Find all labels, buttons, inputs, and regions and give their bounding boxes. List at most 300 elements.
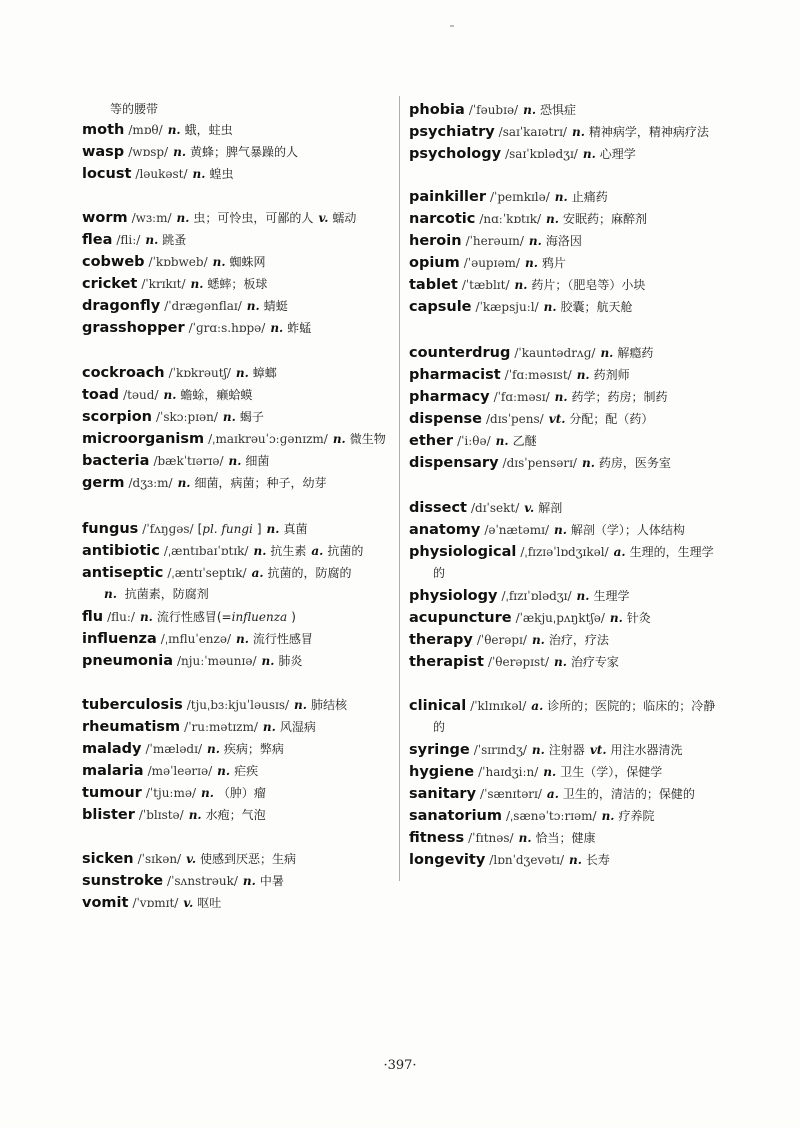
pos-label: n. bbox=[531, 743, 545, 757]
definition: 蟋蟀；板球 bbox=[207, 277, 268, 291]
entry-flu bbox=[82, 605, 296, 627]
pos-label: a. bbox=[531, 699, 544, 713]
entry-worm bbox=[82, 206, 356, 228]
headword: malady bbox=[82, 741, 142, 757]
pos-label: n. bbox=[569, 853, 582, 867]
pos-label: n. bbox=[176, 211, 190, 225]
definition: 疾病；弊病 bbox=[223, 742, 284, 756]
definition: 药学；药房；制药 bbox=[571, 390, 668, 404]
pos-label: n. bbox=[571, 125, 585, 139]
entry-sanatorium bbox=[409, 804, 654, 826]
pos-label: n. bbox=[543, 300, 557, 314]
pos-label: n. bbox=[266, 522, 280, 536]
entry-counterdrug bbox=[409, 341, 653, 363]
pronunciation: /ˈkæpsjuːl/ bbox=[475, 300, 539, 314]
definition: 治疗专家 bbox=[570, 655, 619, 669]
headword: dispensary bbox=[409, 455, 499, 471]
entry-vomit bbox=[82, 891, 221, 913]
pos-label: n. bbox=[236, 632, 249, 646]
entry-flea bbox=[82, 228, 186, 250]
entry-antiseptic bbox=[82, 561, 352, 583]
pos-label: n. bbox=[524, 256, 538, 270]
pos-label: n. bbox=[294, 698, 307, 712]
entry-psychology bbox=[409, 142, 636, 164]
pos-label: a. bbox=[311, 544, 324, 558]
headword: physiological bbox=[409, 544, 517, 560]
definition: 胶囊；航天舱 bbox=[560, 300, 633, 314]
entry-phobia bbox=[409, 98, 576, 120]
entry-anatomy bbox=[409, 518, 685, 540]
pos-label: n. bbox=[104, 587, 117, 601]
entry-pneumonia bbox=[82, 649, 302, 671]
pos-label: n. bbox=[531, 633, 545, 647]
pronunciation: /wɜːm/ bbox=[131, 211, 172, 225]
headword: pharmacist bbox=[409, 367, 501, 383]
pronunciation: /dɪsˈpensərɪ/ bbox=[502, 456, 577, 470]
entry-physiological bbox=[409, 540, 714, 562]
pronunciation: /ˌmaɪkrəuˈɔːɡənɪzm/ bbox=[208, 432, 328, 446]
headword: syringe bbox=[409, 742, 470, 758]
pronunciation: /dɪsˈpens/ bbox=[485, 412, 544, 426]
definition: 解剖（学）；人体结构 bbox=[570, 523, 685, 537]
pronunciation: /ˈvɒmɪt/ bbox=[132, 896, 179, 910]
pos-label: n. bbox=[222, 410, 236, 424]
pos-label: n. bbox=[235, 366, 249, 380]
pronunciation: /ˈdræɡənflaɪ/ bbox=[164, 299, 242, 313]
definition: 流行性感冒(= bbox=[156, 610, 232, 624]
entry-microorganism bbox=[82, 427, 386, 449]
entry-malaria bbox=[82, 759, 258, 781]
pronunciation: /mɒθ/ bbox=[128, 123, 163, 137]
entry-locust bbox=[82, 162, 233, 184]
pos-label: n. bbox=[163, 388, 177, 402]
entry-sicken bbox=[82, 847, 296, 869]
pos-label: n. bbox=[270, 321, 284, 335]
entry-therapist bbox=[409, 650, 619, 672]
pos-label: n. bbox=[601, 809, 615, 823]
headword: dragonfly bbox=[82, 298, 161, 314]
pronunciation: /ˈpeɪnkɪlə/ bbox=[490, 190, 550, 204]
pronunciation: /ˈklɪnɪkəl/ bbox=[470, 699, 527, 713]
entry-cobweb bbox=[82, 250, 266, 272]
pos-label: n. bbox=[188, 808, 202, 822]
definition: 细菌，病菌；种子，幼芽 bbox=[194, 476, 327, 490]
pos-label: n. bbox=[262, 720, 276, 734]
headword: sanatorium bbox=[409, 808, 502, 824]
pronunciation: /nɑːˈkɒtɪk/ bbox=[479, 212, 542, 226]
entry-acupuncture bbox=[409, 606, 651, 628]
entry-opium bbox=[409, 251, 566, 273]
entry-moth bbox=[82, 118, 233, 140]
pronunciation: /fliː/ bbox=[116, 233, 141, 247]
headword: tablet bbox=[409, 277, 458, 293]
entry-pharmacy bbox=[409, 385, 668, 407]
pos-label: n. bbox=[253, 544, 267, 558]
headword: toad bbox=[82, 387, 120, 403]
pronunciation: /ˌsænəˈtɔːrɪəm/ bbox=[505, 809, 597, 823]
pos-label: n. bbox=[145, 233, 159, 247]
definition: 心理学 bbox=[599, 147, 636, 161]
pronunciation: /lɒnˈdʒevətɪ/ bbox=[489, 853, 565, 867]
entry-sunstroke bbox=[82, 869, 284, 891]
definition: 解剖 bbox=[538, 501, 563, 515]
headword: scorpion bbox=[82, 409, 152, 425]
entry-fitness bbox=[409, 826, 596, 848]
definition: （肿）瘤 bbox=[217, 786, 266, 800]
entry-longevity bbox=[409, 848, 610, 870]
pronunciation: /ˈfɪtnəs/ bbox=[468, 831, 514, 845]
pos-label: vt. bbox=[589, 743, 607, 757]
definition: 卫生的，清洁的；保健的 bbox=[562, 787, 695, 801]
headword: physiology bbox=[409, 588, 498, 604]
italic-note: pl. fungi bbox=[202, 522, 253, 536]
headword: anatomy bbox=[409, 522, 481, 538]
pronunciation: /ˌæntɪˈseptɪk/ bbox=[167, 566, 247, 580]
pronunciation: /njuːˈməunɪə/ bbox=[177, 654, 257, 668]
definition: 蛾，蛀虫 bbox=[184, 123, 233, 137]
entry-blister bbox=[82, 803, 266, 825]
pronunciation: /ˈskɔːpɪən/ bbox=[155, 410, 218, 424]
definition: 药片；（肥皂等）小块 bbox=[531, 278, 646, 292]
pos-label: n. bbox=[177, 476, 191, 490]
definition: 呕吐 bbox=[197, 896, 222, 910]
headword: wasp bbox=[82, 144, 125, 160]
column-divider bbox=[399, 96, 400, 881]
entry-psychiatry bbox=[409, 120, 709, 142]
pronunciation: /ˌfɪzɪˈɒlədʒɪ/ bbox=[501, 589, 572, 603]
pronunciation: /tjuˌbɜːkjuˈləusɪs/ bbox=[186, 698, 290, 712]
entry-dissect bbox=[409, 496, 562, 518]
definition: 疗养院 bbox=[618, 809, 655, 823]
definition: 恐惧症 bbox=[540, 103, 577, 117]
pronunciation: /ˈfɑːməsɪ/ bbox=[493, 390, 550, 404]
definition: 蠕动 bbox=[332, 211, 357, 225]
pronunciation: /saɪˈkɒlədʒɪ/ bbox=[505, 147, 578, 161]
pos-label: n. bbox=[190, 277, 204, 291]
headword: phobia bbox=[409, 102, 465, 118]
definition: 止痛药 bbox=[571, 190, 608, 204]
pos-label: n. bbox=[261, 654, 275, 668]
pronunciation: /ˈsɪkən/ bbox=[137, 852, 182, 866]
headword: rheumatism bbox=[82, 719, 181, 735]
definition: 抗菌的 bbox=[327, 544, 364, 558]
headword: grasshopper bbox=[82, 320, 185, 336]
clinical-continuation: 的 bbox=[433, 720, 446, 734]
definition: 风湿病 bbox=[279, 720, 316, 734]
definition: 黄蜂；脾气暴躁的人 bbox=[190, 145, 299, 159]
headword: acupuncture bbox=[409, 610, 512, 626]
definition: 针灸 bbox=[626, 611, 651, 625]
pos-label: n. bbox=[139, 610, 153, 624]
pos-label: n. bbox=[528, 234, 542, 248]
pos-label: n. bbox=[495, 434, 509, 448]
entry-fungus bbox=[82, 517, 307, 539]
pos-label: n. bbox=[543, 765, 557, 779]
definition: 安眠药；麻醉剂 bbox=[562, 212, 647, 226]
pos-label: n. bbox=[192, 167, 206, 181]
headword: sicken bbox=[82, 851, 134, 867]
headword: dissect bbox=[409, 500, 467, 516]
definition: 肺炎 bbox=[278, 654, 303, 668]
pos-label: n. bbox=[167, 123, 181, 137]
pos-label: n. bbox=[609, 611, 623, 625]
headword: ether bbox=[409, 433, 454, 449]
entry-germ bbox=[82, 471, 326, 493]
definition: 使感到厌恶；生病 bbox=[200, 852, 297, 866]
definition: 恰当；健康 bbox=[535, 831, 596, 845]
entry-ether bbox=[409, 429, 537, 451]
headword: psychology bbox=[409, 146, 502, 162]
pronunciation: /ləukəst/ bbox=[135, 167, 188, 181]
pos-label: n. bbox=[554, 655, 567, 669]
definition: 生理学 bbox=[593, 589, 630, 603]
headword: psychiatry bbox=[409, 124, 495, 140]
definition: 细菌 bbox=[245, 454, 270, 468]
italic-note: influenza bbox=[231, 610, 288, 624]
pronunciation: /ˈsʌnstrəuk/ bbox=[167, 874, 238, 888]
definition: 抗生素 bbox=[270, 544, 307, 558]
pronunciation: /ˈiːθə/ bbox=[457, 434, 491, 448]
headword: worm bbox=[82, 210, 128, 226]
pos-label: v. bbox=[186, 852, 197, 866]
headword: microorganism bbox=[82, 431, 205, 447]
headword: influenza bbox=[82, 631, 157, 647]
pos-label: n. bbox=[546, 212, 559, 226]
entry-tablet bbox=[409, 273, 645, 295]
definition: 解瘾药 bbox=[617, 346, 654, 360]
definition: 疟疾 bbox=[234, 764, 259, 778]
pronunciation: /məˈleərɪə/ bbox=[147, 764, 213, 778]
pos-label: n. bbox=[576, 589, 590, 603]
pos-label: n. bbox=[228, 454, 242, 468]
headword: sanitary bbox=[409, 786, 477, 802]
headword: opium bbox=[409, 255, 460, 271]
headword: therapist bbox=[409, 654, 484, 670]
pos-label: vt. bbox=[548, 412, 566, 426]
headword: vomit bbox=[82, 895, 129, 911]
definition: 乙醚 bbox=[512, 434, 537, 448]
entry-antibiotic bbox=[82, 539, 363, 561]
definition: 卫生（学），保健学 bbox=[560, 765, 663, 779]
pos-label: n. bbox=[600, 346, 614, 360]
definition: 精神病学，精神病疗法 bbox=[588, 125, 709, 139]
pronunciation: /ˈθerəpɪ/ bbox=[476, 633, 527, 647]
definition: 蝎子 bbox=[239, 410, 264, 424]
definition: [ bbox=[197, 522, 203, 536]
definition: 水疱；气泡 bbox=[205, 808, 266, 822]
pronunciation: /ˈækjuˌpʌŋktʃə/ bbox=[515, 611, 605, 625]
entry-heroin bbox=[409, 229, 582, 251]
entry-cricket bbox=[82, 272, 267, 294]
entry-bacteria bbox=[82, 449, 269, 471]
entry-sanitary bbox=[409, 782, 695, 804]
definition: 抗菌的，防腐的 bbox=[267, 566, 352, 580]
pronunciation: /ˈsɪrɪndʒ/ bbox=[473, 743, 527, 757]
definition: ] bbox=[256, 522, 262, 536]
pronunciation: /ˈruːmətɪzm/ bbox=[184, 720, 258, 734]
definition: 海洛因 bbox=[545, 234, 582, 248]
headword: painkiller bbox=[409, 189, 486, 205]
pronunciation: /ˈəupɪəm/ bbox=[463, 256, 520, 270]
pos-label: n. bbox=[217, 764, 231, 778]
pos-label: n. bbox=[207, 742, 220, 756]
pronunciation: /ˈsænɪtərɪ/ bbox=[480, 787, 542, 801]
definition: 微生物 bbox=[349, 432, 386, 446]
pos-label: a. bbox=[251, 566, 264, 580]
definition: 真菌 bbox=[283, 522, 308, 536]
headword: longevity bbox=[409, 852, 486, 868]
pronunciation: /dɪˈsekt/ bbox=[470, 501, 520, 515]
definition: 蜘蛛网 bbox=[229, 255, 266, 269]
definition: 蟑螂 bbox=[252, 366, 277, 380]
entry-wasp bbox=[82, 140, 298, 162]
pos-label: n. bbox=[242, 874, 256, 888]
pronunciation: /ˈherəuɪn/ bbox=[465, 234, 524, 248]
definition: 鸦片 bbox=[541, 256, 566, 270]
pronunciation: /ˌæntɪbaɪˈɒtɪk/ bbox=[163, 544, 249, 558]
entry-toad bbox=[82, 383, 252, 405]
entry-hygiene bbox=[409, 760, 662, 782]
headword: capsule bbox=[409, 299, 472, 315]
entry-tumour bbox=[82, 781, 266, 803]
headword: flea bbox=[82, 232, 113, 248]
pos-label: n. bbox=[201, 786, 214, 800]
headword: antiseptic bbox=[82, 565, 164, 581]
pronunciation: /fluː/ bbox=[107, 610, 135, 624]
entry-rheumatism bbox=[82, 715, 316, 737]
entry-clinical bbox=[409, 694, 715, 716]
page-number: ·397· bbox=[383, 1058, 417, 1073]
headword: hygiene bbox=[409, 764, 475, 780]
scan-mark bbox=[450, 25, 454, 27]
definition: 治疗，疗法 bbox=[548, 633, 609, 647]
pos-label: n. bbox=[581, 456, 595, 470]
definition: 药房，医务室 bbox=[598, 456, 671, 470]
headword: locust bbox=[82, 166, 132, 182]
pos-label: a. bbox=[546, 787, 559, 801]
headword: pneumonia bbox=[82, 653, 174, 669]
pos-label: v. bbox=[318, 211, 329, 225]
entry-syringe bbox=[409, 738, 683, 760]
definition: 生理的，生理学 bbox=[629, 545, 714, 559]
pos-label: v. bbox=[524, 501, 535, 515]
definition: 跳蚤 bbox=[162, 233, 187, 247]
entry-influenza bbox=[82, 627, 313, 649]
headword: clinical bbox=[409, 698, 467, 714]
entry-painkiller bbox=[409, 185, 608, 207]
pos-label: n. bbox=[332, 432, 346, 446]
pos-label: v. bbox=[183, 896, 194, 910]
pronunciation: /ˈθerəpɪst/ bbox=[487, 655, 549, 669]
definition: 蝗虫 bbox=[209, 167, 234, 181]
definition: ) bbox=[291, 610, 296, 624]
pos-label: n. bbox=[518, 831, 532, 845]
headword: cricket bbox=[82, 276, 138, 292]
pronunciation: /ˈmælədɪ/ bbox=[145, 742, 202, 756]
definition: 蟾蜍，癞蛤蟆 bbox=[180, 388, 253, 402]
pronunciation: /ˌfɪzɪəˈlɒdʒɪkəl/ bbox=[520, 545, 609, 559]
headword: germ bbox=[82, 475, 125, 491]
entry-tuberculosis bbox=[82, 693, 347, 715]
headword: moth bbox=[82, 122, 125, 138]
pronunciation: /ˈfɑːməsɪst/ bbox=[504, 368, 572, 382]
physiological-continuation: 的 bbox=[433, 566, 446, 580]
definition: 虫；可怜虫，可鄙的人 bbox=[193, 211, 314, 225]
pos-label: n. bbox=[246, 299, 260, 313]
pos-label: n. bbox=[173, 145, 186, 159]
left-top-continuation: 等的腰带 bbox=[110, 102, 159, 116]
headword: fungus bbox=[82, 521, 139, 537]
pronunciation: /ˈkrɪkɪt/ bbox=[141, 277, 186, 291]
pronunciation: /ˈfʌŋɡəs/ bbox=[142, 522, 194, 536]
pronunciation: /dʒɜːm/ bbox=[128, 476, 173, 490]
pronunciation: /ˈkɒkrəutʃ/ bbox=[168, 366, 231, 380]
definition: 肺结核 bbox=[310, 698, 347, 712]
entry-cockroach bbox=[82, 361, 277, 383]
definition: 流行性感冒 bbox=[252, 632, 313, 646]
headword: cobweb bbox=[82, 254, 145, 270]
entry-dispensary bbox=[409, 451, 671, 473]
headword: heroin bbox=[409, 233, 462, 249]
entry-physiology bbox=[409, 584, 629, 606]
definition: 蜻蜓 bbox=[263, 299, 288, 313]
headword: pharmacy bbox=[409, 389, 490, 405]
headword: tumour bbox=[82, 785, 142, 801]
definition: 中暑 bbox=[259, 874, 284, 888]
pos-label: a. bbox=[613, 545, 626, 559]
pronunciation: /ˈblɪstə/ bbox=[138, 808, 184, 822]
headword: bacteria bbox=[82, 453, 150, 469]
pos-label: n. bbox=[514, 278, 528, 292]
entry-malady bbox=[82, 737, 284, 759]
pronunciation: /ˈfəubɪə/ bbox=[468, 103, 519, 117]
pronunciation: /ˈkauntədrʌɡ/ bbox=[514, 346, 596, 360]
definition: 抗菌素，防腐剂 bbox=[124, 587, 209, 601]
definition: 长寿 bbox=[585, 853, 610, 867]
entry-dispense bbox=[409, 407, 653, 429]
pos-label: n. bbox=[523, 103, 536, 117]
headword: malaria bbox=[82, 763, 144, 779]
entry-grasshopper bbox=[82, 316, 311, 338]
headword: narcotic bbox=[409, 211, 476, 227]
entry-dragonfly bbox=[82, 294, 288, 316]
pronunciation: /bækˈtɪərɪə/ bbox=[153, 454, 224, 468]
pronunciation: /ˈtjuːmə/ bbox=[145, 786, 196, 800]
pronunciation: /saɪˈkaɪətrɪ/ bbox=[498, 125, 567, 139]
headword: cockroach bbox=[82, 365, 165, 381]
pronunciation: /ˈhaɪdʒiːn/ bbox=[478, 765, 539, 779]
pos-label: n. bbox=[576, 368, 590, 382]
definition: 诊所的；医院的；临床的；冷静 bbox=[547, 699, 716, 713]
entry-therapy bbox=[409, 628, 609, 650]
headword: dispense bbox=[409, 411, 482, 427]
entry-narcotic bbox=[409, 207, 647, 229]
entry-scorpion bbox=[82, 405, 264, 427]
pronunciation: /ˈtæblɪt/ bbox=[461, 278, 510, 292]
pos-label: n. bbox=[212, 255, 226, 269]
pos-label: n. bbox=[582, 147, 596, 161]
pronunciation: /ˈkɒbweb/ bbox=[148, 255, 208, 269]
pronunciation: /əˈnætəmɪ/ bbox=[484, 523, 549, 537]
pronunciation: /wɒsp/ bbox=[128, 145, 169, 159]
headword: antibiotic bbox=[82, 543, 160, 559]
headword: tuberculosis bbox=[82, 697, 183, 713]
headword: blister bbox=[82, 807, 135, 823]
definition: 蚱蜢 bbox=[287, 321, 312, 335]
definition: 用注水器清洗 bbox=[610, 743, 683, 757]
definition: 药剂师 bbox=[593, 368, 630, 382]
definition: 注射器 bbox=[548, 743, 585, 757]
